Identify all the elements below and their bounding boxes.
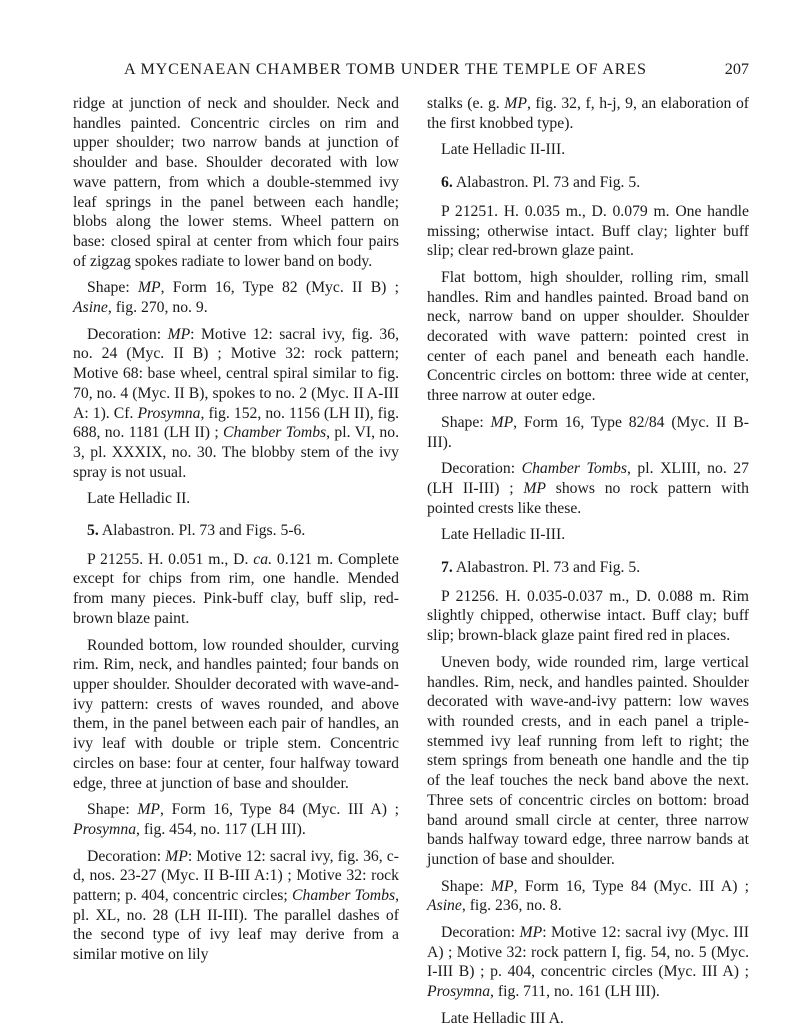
entry-5-description: Rounded bottom, low rounded shoulder, curving rim. Rim, neck, and handles painted; four bands on upper shoulder. Shoulder decorated with wave-and-ivy pattern: crests of waves rounded, and above them, in the panel between each pair of handles, an ivy leaf with double or triple stem. Concentric circles on base: four at center, four halfway toward edge, three at junction of base and shoulder. xyxy=(73,636,399,792)
entry-6-date: Late Helladic II-III. xyxy=(441,526,566,544)
entry-6-shape: Shape: MP, Form 16, Type 82/84 (Myc. II B-III). xyxy=(427,413,749,451)
entry-7-title: Alabastron. Pl. 73 and Fig. 5. xyxy=(455,559,641,577)
entry-4-decoration: Decoration: MP: Motive 12: sacral ivy, fig. 36, no. 24 (Myc. II B) ; Motive 32: rock pattern; Motive 68: base wheel, central spiral similar to fig. 70, no. 4 (Myc. II B), spokes to no. 2 (Myc. II A-III A: 1). Cf. Prosymna, fig. 152, no. 1156 (LH II), fig. 688, no. 1181 (LH II) ; Chamber Tombs, pl. VI, no. 3, pl. XXXIX, no. 30. The blobby stem of the ivy spray is not usual. xyxy=(73,325,400,481)
entry-6-measurements: P 21251. H. 0.035 m., D. 0.079 m. One handle missing; otherwise intact. Buff clay; lighter buff slip; clear red-brown glaze paint. xyxy=(427,202,749,260)
entry-6-heading xyxy=(427,173,749,193)
entry-6-decoration: Decoration: Chamber Tombs, pl. XLIII, no. 27 (LH II-III) ; MP shows no rock pattern with pointed crests like these. xyxy=(427,460,749,517)
entry-5-heading xyxy=(73,521,399,541)
entry-7-heading xyxy=(427,558,749,578)
running-head xyxy=(124,60,749,79)
page-number: 207 xyxy=(724,60,749,78)
running-title: A MYCENAEAN CHAMBER TOMB UNDER THE TEMPLE OF ARES xyxy=(124,60,647,78)
entry-5-decoration-continued: stalks (e. g. MP, fig. 32, f, h-j, 9, an elaboration of the first knobbed type). xyxy=(427,95,750,132)
entry-7-description: Uneven body, wide rounded rim, large vertical handles. Rim, neck, and handles painted. Shoulder decorated with wave-and-ivy pattern: low waves with rounded crests, and in each panel a triple-stemmed ivy leaf running from left to right; the stem springs from beneath one handle and the tip of the leaf touches the neck band above the next. Three sets of concentric circles on bottom: broad band around small circle at center, three narrow bands halfway toward edge, three narrow bands at junction of base and shoulder. xyxy=(427,653,749,868)
entry-6-title: Alabastron. Pl. 73 and Fig. 5. xyxy=(455,174,641,192)
right-column xyxy=(427,94,749,1036)
entry-5-measurements: P 21255. H. 0.051 m., D. ca. 0.121 m. Complete except for chips from rim, one handle. Mended from many pieces. Pink-buff clay, buff slip, red-brown blaze paint. xyxy=(73,550,399,627)
entry-6-description: Flat bottom, high shoulder, rolling rim, small handles. Rim and handles painted. Broad band on neck, narrow band on upper shoulder. Shoulder decorated with wave pattern: pointed crest in center of each panel and beneath each handle. Concentric circles on bottom: three wide at center, three narrow at outer edge. xyxy=(427,268,749,405)
entry-7-decoration: Decoration: MP: Motive 12: sacral ivy (Myc. III A) ; Motive 32: rock pattern I, fig. 54, no. 5 (Myc. I-III B) ; p. 404, concentric circles (Myc. III A) ; Prosymna, fig. 711, no. 161 (LH III). xyxy=(427,924,749,1001)
entry-7-number: 7. xyxy=(441,559,453,577)
entry-5-date: Late Helladic II-III. xyxy=(441,141,566,159)
entry-4-description-continued: ridge at junction of neck and shoulder. Neck and handles painted. Concentric circles on rim and upper shoulder; two narrow bands at junction of shoulder and base. Shoulder decorated with low wave pattern, from which a double-stemmed ivy leaf springs in the panel between each handle; blobs along the lower stems. Wheel pattern on base: closed spiral at center from which four pairs of zigzag spokes radiate to lower band on body. xyxy=(73,95,399,270)
entry-7-measurements: P 21256. H. 0.035-0.037 m., D. 0.088 m. Rim slightly chipped, otherwise intact. Buff clay; buff slip; brown-black glaze paint fired red in places. xyxy=(427,587,749,645)
entry-7-date: Late Helladic III A. xyxy=(441,1009,564,1027)
entry-5-decoration: Decoration: MP: Motive 12: sacral ivy, fig. 36, c-d, nos. 23-27 (Myc. II B-III A:1) ; Motive 32: rock pattern; p. 404, concentric circles; Chamber Tombs, pl. XL, no. 28 (LH II-III). The parallel dashes of the second type of ivy leaf may derive from a similar motive on lily xyxy=(73,847,400,964)
entry-7-shape: Shape: MP, Form 16, Type 84 (Myc. III A) ; Asine, fig. 236, no. 8. xyxy=(427,877,749,915)
entry-4-date: Late Helladic II. xyxy=(87,490,191,508)
entry-5-number: 5. xyxy=(87,522,99,540)
entry-6-number: 6. xyxy=(441,174,453,192)
entry-5-shape: Shape: MP, Form 16, Type 84 (Myc. III A) ; Prosymna, fig. 454, no. 117 (LH III). xyxy=(73,801,399,838)
left-column xyxy=(73,94,399,972)
entry-4-shape: Shape: MP, Form 16, Type 82 (Myc. II B) ; Asine, fig. 270, no. 9. xyxy=(73,279,400,317)
entry-5-title: Alabastron. Pl. 73 and Figs. 5-6. xyxy=(101,522,306,540)
